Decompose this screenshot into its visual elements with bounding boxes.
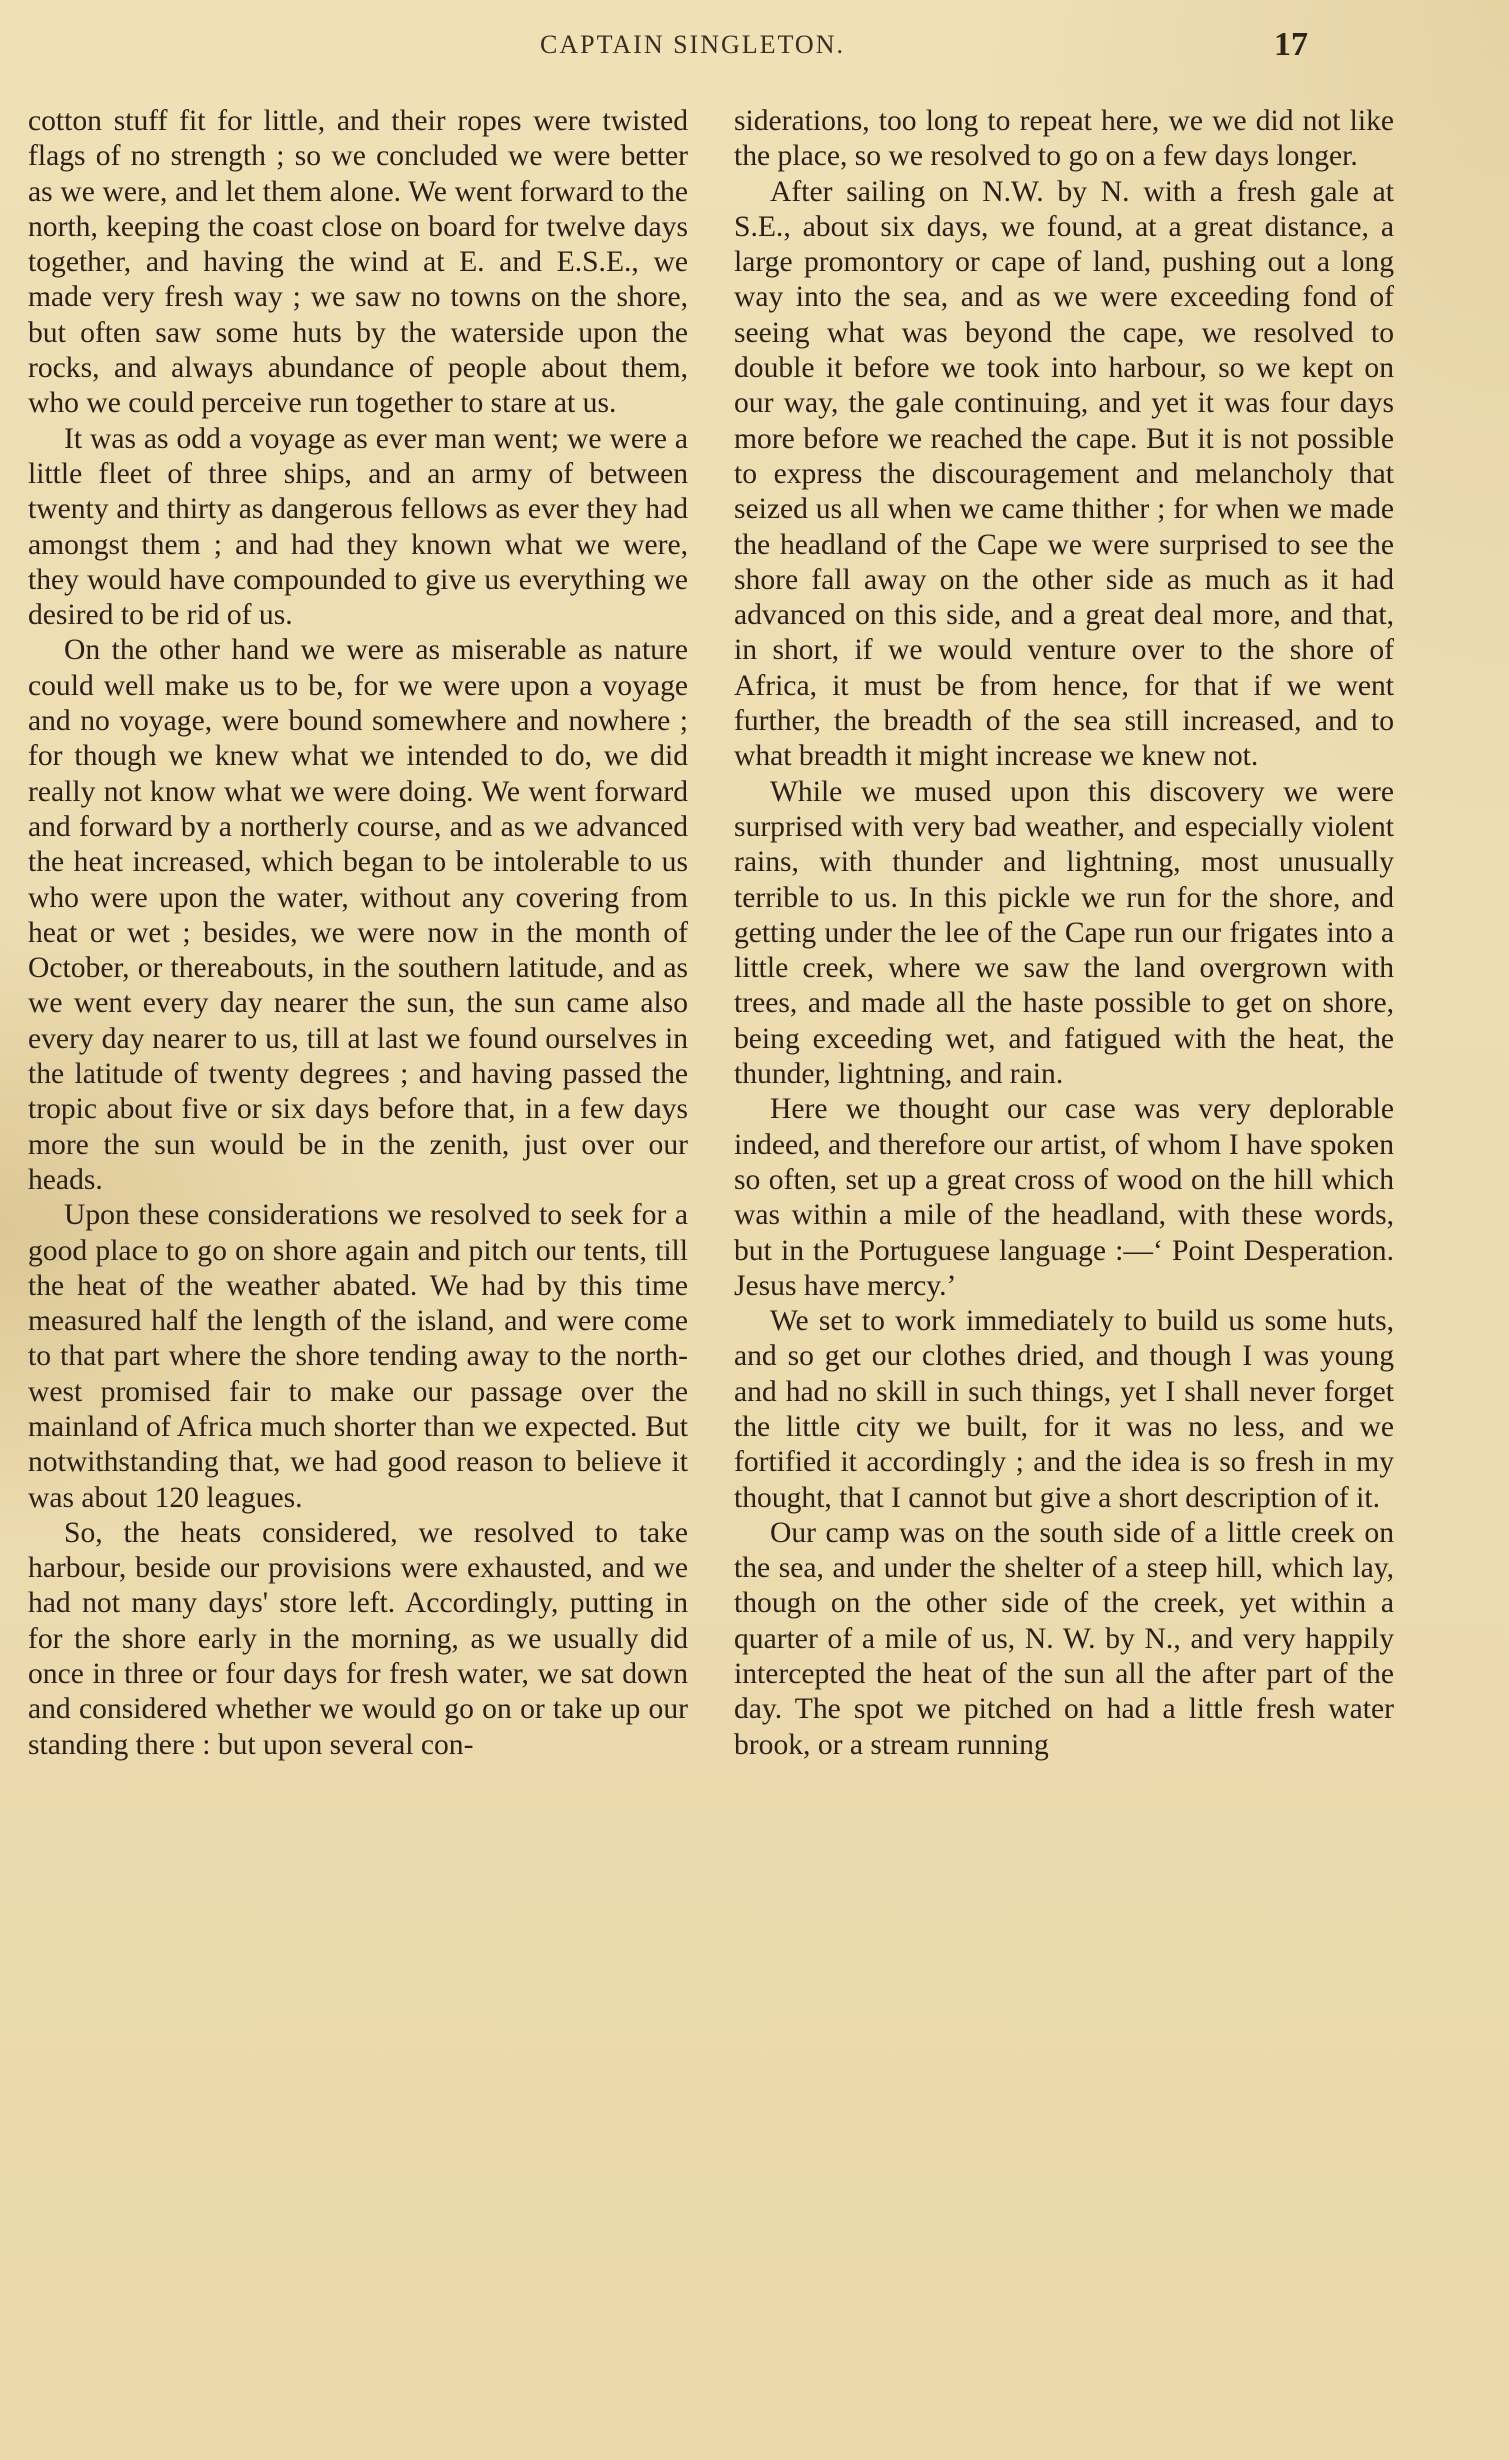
paragraph: siderations, too long to repeat here, we we did not like the place, so we resolved to go on a few days longer.	[734, 105, 1394, 173]
left-column	[28, 104, 688, 1763]
running-title: CAPTAIN SINGLETON.	[540, 30, 845, 59]
paragraph: Upon these considerations we resolved to seek for a good place to go on shore again and pitch our tents, till the heat of the weather abated. We had by this time measured half the length of the island, and were come to that part where the shore tending away to the north-west promised fair to make our passage over the mainland of Africa much shorter than we expected. But notwithstanding that, we had good reason to believe it was about 120 leagues.	[28, 1199, 688, 1514]
paragraph: On the other hand we were as miserable as nature could well make us to be, for we were upon a voyage and no voyage, were bound somewhere and nowhere ; for though we knew what we intended to do, we did really not know what we were doing. We went forward and forward by a northerly course, and as we advanced the heat increased, which began to be intolerable to us who were upon the water, without any covering from heat or wet ; besides, we were now in the month of October, or thereabouts, in the southern latitude, and as we went every day nearer the sun, the sun came also every day nearer to us, till at last we found ourselves in the latitude of twenty degrees ; and having passed the tropic about five or six days before that, in a few days more the sun would be in the zenith, just over our heads.	[28, 634, 688, 1196]
paragraph: cotton stuff fit for little, and their ropes were twisted flags of no strength ; so we concluded we were better as we were, and let them alone. We went forward to the north, keeping the coast close on board for twelve days together, and having the wind at E. and E.S.E., we made very fresh way ; we saw no towns on the shore, but often saw some huts by the waterside upon the rocks, and always abundance of people about them, who we could perceive run together to stare at us.	[28, 105, 688, 420]
paragraph: So, the heats considered, we resolved to take harbour, beside our provisions were exhausted, and we had not many days' store left. Accordingly, putting in for the shore early in the morning, as we usually did once in three or four days for fresh water, we sat down and considered whether we would go on or take up our standing there : but upon several con-	[28, 1516, 688, 1761]
paragraph: It was as odd a voyage as ever man went; we were a little fleet of three ships, and an army of between twenty and thirty as dangerous fellows as ever they had amongst them ; and had they known what we were, they would have compounded to give us everything we desired to be rid of us.	[28, 422, 688, 632]
page-number: 17	[1274, 26, 1308, 63]
paragraph: Here we thought our case was very deplorable indeed, and therefore our artist, of whom I have spoken so often, set up a great cross of wood on the hill which was within a mile of the headland, with these words, but in the Portuguese language :—‘ Point Desperation. Jesus have mercy.’	[734, 1093, 1394, 1302]
paragraph: While we mused upon this discovery we were surprised with very bad weather, and especially violent rains, with thunder and lightning, most unusually terrible to us. In this pickle we run for the shore, and getting under the lee of the Cape run our frigates into a little creek, where we saw the land overgrown with trees, and made all the haste possible to get on shore, being exceeding wet, and fatigued with the heat, the thunder, lightning, and rain.	[734, 775, 1394, 1091]
paragraph: Our camp was on the south side of a little creek on the sea, and under the shelter of a steep hill, which lay, though on the other side of the creek, yet within a quarter of a mile of us, N. W. by N., and very happily intercepted the heat of the sun all the after part of the day. The spot we pitched on had a little fresh water brook, or a stream running	[734, 1516, 1394, 1761]
right-column	[734, 104, 1394, 1763]
paragraph: After sailing on N.W. by N. with a fresh gale at S.E., about six days, we found, at a great distance, a large promontory or cape of land, pushing out a long way into the sea, and as we were exceeding fond of seeing what was beyond the cape, we resolved to double it before we took into harbour, so we kept on our way, the gale continuing, and yet it was four days more before we reached the cape. But it is not possible to express the discouragement and melancholy that seized us all when we came thither ; for when we made the headland of the Cape we were surprised to see the shore fall away on the other side as much as it had advanced on this side, and a great deal more, and that, in short, if we would venture over to the shore of Africa, it must be from hence, for that if we went further, the breadth of the sea still increased, and to what breadth it might increase we knew not.	[734, 175, 1394, 773]
paragraph: We set to work immediately to build us some huts, and so get our clothes dried, and though I was young and had no skill in such things, yet I shall never forget the little city we built, for it was no less, and we fortified it accordingly ; and the idea is so fresh in my thought, that I cannot but give a short description of it.	[734, 1305, 1394, 1514]
